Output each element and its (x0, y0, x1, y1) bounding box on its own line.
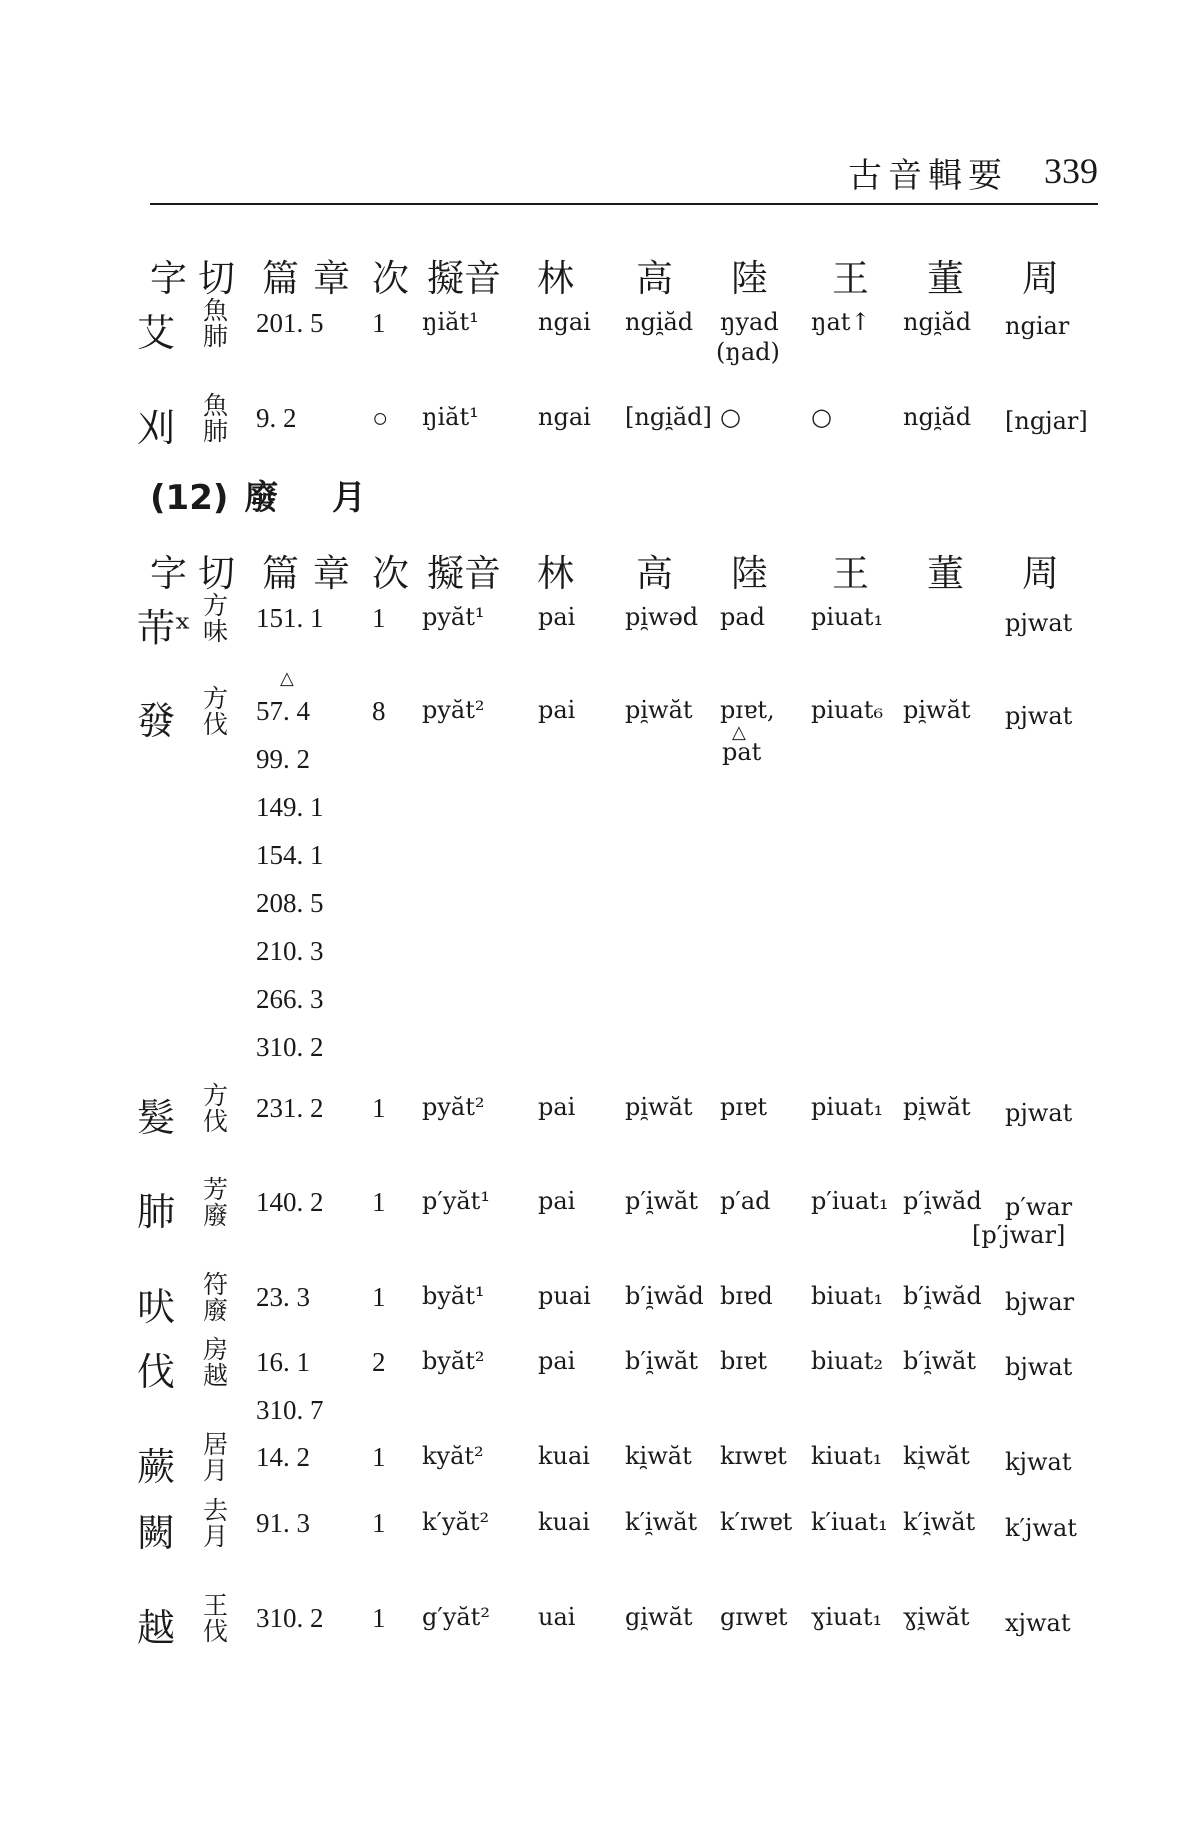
count: ○ (372, 403, 389, 433)
column-header: 字 (150, 257, 187, 300)
reading-wang: piuat₁ (811, 1093, 884, 1121)
reference: 9. 2 (256, 403, 297, 433)
reading-nishi: byăt² (422, 1347, 485, 1375)
reading-gao: k′i̯wăt (625, 1508, 698, 1536)
reading-wang: kiuat₁ (811, 1442, 883, 1470)
head-character: 發 (137, 699, 176, 743)
reading-gao: ki̯wăt (625, 1442, 692, 1470)
reading-lu: bɪɐt (720, 1347, 767, 1375)
reading-gao: p′i̯wăt (625, 1187, 698, 1215)
reference: 14. 2 (256, 1442, 310, 1472)
column-header: 林 (537, 257, 574, 300)
reading-zhou: pjwat (1005, 702, 1073, 730)
count: 1 (372, 1603, 386, 1633)
reference: 91. 3 (256, 1508, 310, 1538)
reference: 266. 3 (256, 984, 324, 1014)
count: 1 (372, 1093, 386, 1123)
column-header: 高 (636, 552, 673, 595)
fanqie: 房 越 (203, 1335, 229, 1390)
section-char-2: 月 (332, 478, 366, 518)
column-header: 次 (372, 552, 409, 595)
reading-wang: ŋat↑ (811, 308, 871, 336)
column-header: 擬音 (427, 257, 501, 300)
reading-zhou: [ngjar] (1005, 407, 1088, 435)
count: 1 (372, 1442, 386, 1472)
fanqie: 魚 肺 (203, 296, 229, 351)
reading-lin: kuai (538, 1442, 590, 1470)
column-header: 董 (927, 552, 964, 595)
reference: 154. 1 (256, 840, 324, 870)
reading-lu: p′ad (720, 1187, 771, 1215)
reference: 231. 2 (256, 1093, 324, 1123)
reading-lin: pai (538, 603, 576, 631)
reading-nishi: byăt¹ (422, 1282, 485, 1310)
reference: 16. 1 (256, 1347, 310, 1377)
column-header: 陸 (731, 257, 768, 300)
reading-gao: [ngi̯ăd] (625, 403, 712, 431)
reading-nishi: p′yăt¹ (422, 1187, 490, 1215)
reading-gao: pi̯wəd (625, 603, 699, 631)
head-character: 伐 (137, 1350, 176, 1394)
reading-zhou: bjwar (1005, 1288, 1075, 1316)
reading-wang: k′iuat₁ (811, 1508, 888, 1536)
reading-dong: pi̯wăt (903, 696, 971, 724)
fanqie: 芳 廢 (203, 1175, 229, 1230)
column-header: 王 (832, 552, 869, 595)
fanqie: 方 伐 (203, 1081, 229, 1136)
reading-nishi: pyăt² (422, 696, 485, 724)
column-header: 字 (150, 552, 187, 595)
reading-gao: b′i̯wăt (625, 1347, 698, 1375)
header-rule (150, 203, 1098, 205)
reading-zhou: pjwat (1005, 609, 1073, 637)
reading-lin: ngai (538, 403, 591, 431)
section-char-1: 廢 (244, 478, 279, 518)
fanqie: 居 月 (203, 1430, 229, 1485)
reading-zhou-alt: [p′jwar] (972, 1221, 1066, 1249)
reading-lu: ○ (720, 403, 741, 431)
reference: 57. 4 (256, 696, 310, 726)
reading-wang: ɣiuat₁ (811, 1603, 883, 1631)
count: 2 (372, 1347, 386, 1377)
reading-lin: kuai (538, 1508, 590, 1536)
fanqie: 符 廢 (203, 1270, 229, 1325)
column-header: 擬音 (427, 552, 501, 595)
column-header: 切 (198, 552, 235, 595)
column-header: 高 (636, 257, 673, 300)
column-header: 周 (1022, 257, 1059, 300)
fanqie: 去 月 (203, 1496, 229, 1551)
header-title: 古音輯要 (848, 156, 1008, 196)
head-character: 蕨 (137, 1445, 176, 1489)
reading-gao: pi̯wăt (625, 696, 693, 724)
head-character: 刈 (137, 406, 176, 450)
head-character: 越 (137, 1606, 176, 1650)
reading-lu: bɪɐd (720, 1282, 773, 1310)
fanqie: 王 伐 (203, 1591, 229, 1646)
reading-nishi: pyăt¹ (422, 603, 485, 631)
count: 1 (372, 308, 386, 338)
reading-dong: p′i̯wăd (903, 1187, 982, 1215)
fanqie: 方 味 (203, 591, 229, 646)
reading-zhou: p′war (1005, 1193, 1073, 1221)
reading-lin: pai (538, 1093, 576, 1121)
column-header: 切 (198, 257, 235, 300)
reading-gao: gi̯wăt (625, 1603, 693, 1631)
reading-lu-mark: △ (732, 722, 746, 743)
reading-lu: kɪwɐt (720, 1442, 787, 1470)
reading-lin: pai (538, 1347, 576, 1375)
reading-nishi: k′yăt² (422, 1508, 490, 1536)
reading-dong: b′i̯wăt (903, 1347, 976, 1375)
reading-zhou: k′jwat (1005, 1514, 1077, 1542)
reading-dong: k′i̯wăt (903, 1508, 976, 1536)
reading-wang: ○ (811, 403, 832, 431)
head-character: 艾 (137, 311, 176, 355)
column-header: 章 (313, 552, 350, 595)
section-heading (150, 470, 366, 519)
column-header: 林 (537, 552, 574, 595)
reading-nishi: kyăt² (422, 1442, 484, 1470)
reference: 151. 1 (256, 603, 324, 633)
reading-lu: k′ɪwɐt (720, 1508, 793, 1536)
reading-lin: puai (538, 1282, 591, 1310)
reading-lin: pai (538, 1187, 576, 1215)
head-character: 闕 (137, 1511, 176, 1555)
reading-zhou: bjwat (1005, 1353, 1073, 1381)
column-header: 王 (832, 257, 869, 300)
reading-lu: ŋyad (720, 308, 779, 336)
reading-nishi: ŋiăt¹ (422, 308, 479, 336)
reference: 310. 2 (256, 1603, 324, 1633)
column-header: 次 (372, 257, 409, 300)
column-header: 篇 (262, 257, 299, 300)
section-number: (12) (150, 478, 229, 518)
reading-zhou: xjwat (1005, 1609, 1071, 1637)
reading-dong: ɣi̯wăt (903, 1603, 970, 1631)
reference: 149. 1 (256, 792, 324, 822)
reading-wang: biuat₁ (811, 1282, 884, 1310)
reading-wang: piuat₁ (811, 603, 884, 631)
reading-zhou: ngiar (1005, 312, 1070, 340)
reading-dong: b′i̯wăd (903, 1282, 982, 1310)
column-header: 周 (1022, 552, 1059, 595)
reading-wang: piuat₆ (811, 696, 884, 724)
reading-wang: biuat₂ (811, 1347, 884, 1375)
reading-gao: ngi̯ăd (625, 308, 694, 336)
running-header (150, 148, 1098, 200)
reference: 310. 7 (256, 1395, 324, 1425)
reading-gao: b′i̯wăd (625, 1282, 704, 1310)
reading-lin: uai (538, 1603, 576, 1631)
reading-dong: pi̯wăt (903, 1093, 971, 1121)
reference: 201. 5 (256, 308, 324, 338)
head-character: 吠 (137, 1285, 176, 1329)
head-character: 髮 (137, 1096, 176, 1140)
fanqie: 魚 肺 (203, 391, 229, 446)
reading-nishi: ŋiăt¹ (422, 403, 479, 431)
reading-nishi: pyăt² (422, 1093, 485, 1121)
reading-dong: ki̯wăt (903, 1442, 970, 1470)
reading-nishi: g′yăt² (422, 1603, 490, 1631)
page-number: 339 (1044, 151, 1098, 191)
reading-dong: ngi̯ăd (903, 308, 972, 336)
reading-lin: ngai (538, 308, 591, 336)
fanqie: 方 伐 (203, 684, 229, 739)
reading-lu: gɪwɐt (720, 1603, 788, 1631)
reference: 208. 5 (256, 888, 324, 918)
reading-gao: pi̯wăt (625, 1093, 693, 1121)
count: 1 (372, 1282, 386, 1312)
reference: 23. 3 (256, 1282, 310, 1312)
reading-lin: pai (538, 696, 576, 724)
head-character: 芾ˣ (137, 606, 192, 650)
reference-mark: △ (280, 668, 294, 689)
reading-wang: p′iuat₁ (811, 1187, 889, 1215)
reading-lu-alt: (ŋad) (716, 338, 780, 366)
reading-dong: ngi̯ăd (903, 403, 972, 431)
reading-zhou: kjwat (1005, 1448, 1072, 1476)
count: 8 (372, 696, 386, 726)
reference: 210. 3 (256, 936, 324, 966)
count: 1 (372, 1508, 386, 1538)
reference: 99. 2 (256, 744, 310, 774)
reference: 140. 2 (256, 1187, 324, 1217)
reference: 310. 2 (256, 1032, 324, 1062)
column-header: 章 (313, 257, 350, 300)
column-header: 陸 (731, 552, 768, 595)
column-header: 董 (927, 257, 964, 300)
reading-lu: pad (720, 603, 766, 631)
reading-lu-alt: pat (722, 738, 762, 766)
count: 1 (372, 1187, 386, 1217)
column-header: 篇 (262, 552, 299, 595)
reading-lu: pɪɐt (720, 1093, 767, 1121)
reading-lu: pɪɐt, (720, 696, 775, 724)
count: 1 (372, 603, 386, 633)
reading-zhou: pjwat (1005, 1099, 1073, 1127)
head-character: 肺 (137, 1190, 176, 1234)
